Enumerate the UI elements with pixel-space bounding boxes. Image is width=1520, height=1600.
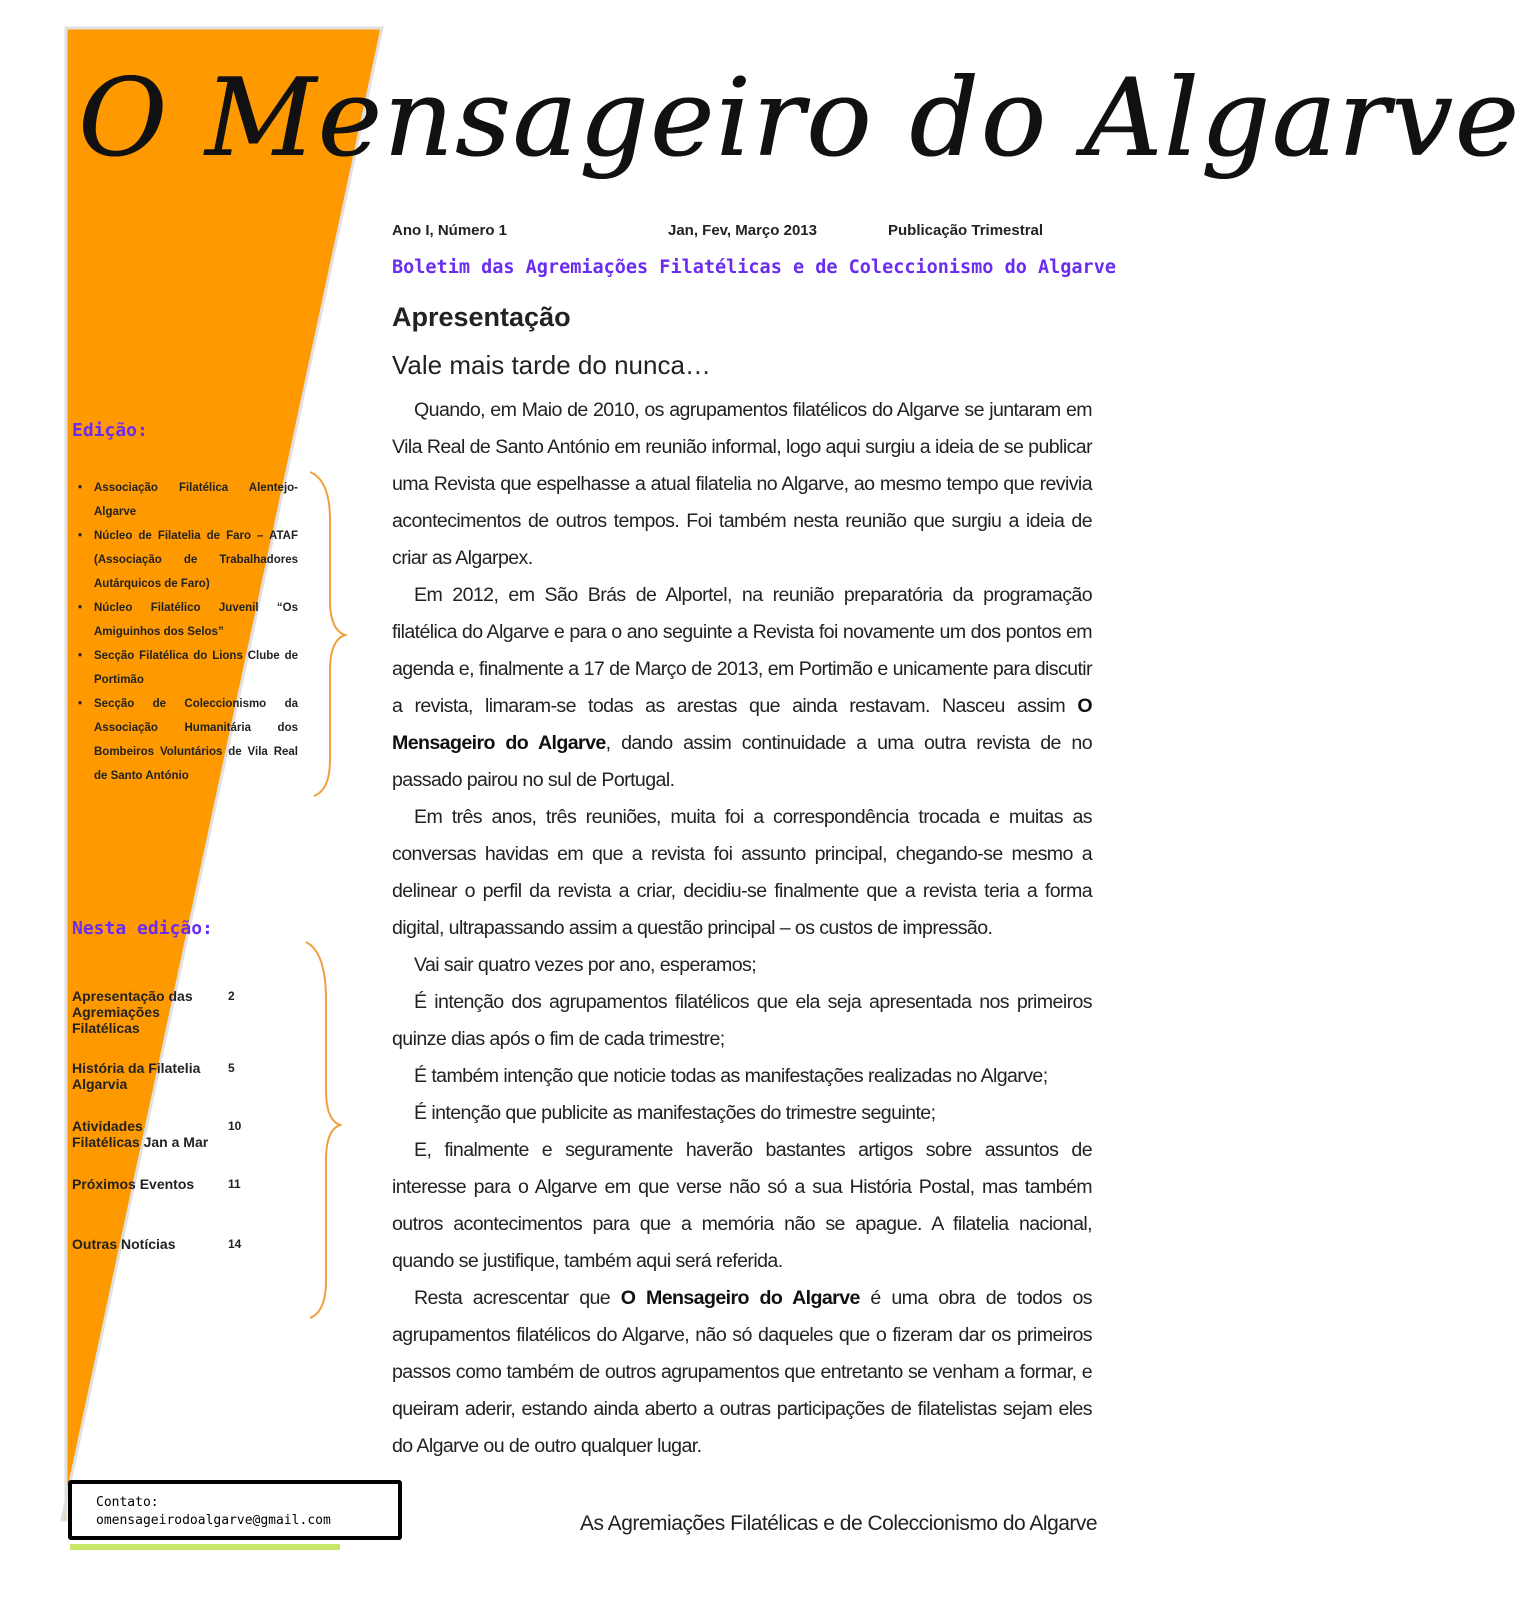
list-item: • Núcleo Filatélico Juvenil “Os Amiguinhos dos Selos” (78, 596, 298, 644)
toc-entry-page: 10 (228, 1119, 242, 1133)
article-text: é uma obra de todos os agrupamentos filatélicos do Algarve, não só daqueles que o fizeram dar os primeiros passos como também de outros agrupamentos que entretanto se venham a formar, e queiram aderir, estando ainda aberto a outras participações de filatelistas sejam eles do Algarve ou de outro qualquer lugar. (392, 1287, 1092, 1457)
publication-frequency: Publicação Trimestral (888, 222, 1044, 239)
article-paragraph: É intenção dos agrupamentos filatélicos que ela seja apresentada nos primeiros quinze dias após o fim de cada trimestre; (392, 991, 1092, 1050)
list-item: • Núcleo de Filatelia de Faro – ATAF (Associação de Trabalhadores Autárquicos de Faro) (78, 524, 298, 596)
toc-entry-page: 14 (228, 1237, 242, 1251)
article-paragraph: Vai sair quatro vezes por ano, esperamos; (414, 954, 757, 976)
article-text: Em 2012, em São Brás de Alportel, na reunião preparatória da programação filatélica do Algarve e para o ano seguinte a Revista foi novamente um dos pontos em agenda e, finalmente a 17 de Março de 2013, em Portimão e unicamente para discutir a revista, limaram-se todas as arestas que ainda restavam. Nasceu assim (392, 584, 1092, 717)
list-item: • Secção Filatélica do Lions Clube de Portimão (78, 644, 298, 692)
article-title: Apresentação (392, 302, 571, 332)
list-item: • Secção de Coleccionismo da Associação Humanitária dos Bombeiros Voluntários de Vila Real de Santo António (78, 692, 298, 788)
toc-brace (306, 942, 340, 1318)
article-paragraph: Quando, em Maio de 2010, os agrupamentos filatélicos do Algarve se juntaram em Vila Real de Santo António em reunião informal, logo aqui surgiu a ideia de se publicar uma Revista que espelhasse a atual filatelia no Algarve, ao mesmo tempo que revivia acontecimentos de outros tempos. Foi também nesta reunião que surgiu a ideia de criar as Algarpex. (392, 399, 1092, 569)
edicao-list (78, 476, 298, 788)
bulletin-subtitle: Boletim das Agremiações Filatélicas e de Coleccionismo do Algarve (392, 257, 1116, 278)
toc-entry-title: História da Filatelia Algarvia (72, 1060, 201, 1092)
issue-date: Jan, Fev, Março 2013 (668, 222, 817, 239)
article-paragraph (392, 1280, 1092, 1465)
toc-heading: Nesta edição: (72, 918, 213, 939)
issue-number: Ano I, Número 1 (392, 222, 508, 239)
contact-email-link[interactable]: omensageirodoalgarve@gmail.com (96, 1513, 331, 1528)
toc-entry[interactable] (72, 988, 262, 1036)
toc-entry-title: Atividades Filatélicas Jan a Mar (72, 1118, 209, 1150)
toc-entry-page: 5 (228, 1061, 235, 1075)
toc-entry[interactable] (72, 1060, 262, 1092)
article-paragraph: É também intenção que noticie todas as manifestações realizadas no Algarve; (414, 1065, 1048, 1087)
toc-entry-page: 11 (228, 1177, 241, 1191)
contact-box (68, 1480, 402, 1540)
footer-accent-line (70, 1544, 340, 1550)
masthead-title: O Mensageiro do Algarve (78, 56, 1520, 181)
article-subtitle: Vale mais tarde do nunca… (392, 350, 711, 380)
toc-entry-title: Próximos Eventos (72, 1176, 195, 1192)
toc-entry-title: Apresentação das Agremiações Filatélicas (72, 988, 193, 1036)
contact-label: Contato: (96, 1495, 159, 1510)
list-item: • Associação Filatélica Alentejo-Algarve (78, 476, 298, 524)
article-body (392, 392, 1092, 1465)
toc-entry-title: Outras Notícias (72, 1236, 176, 1252)
article-text: , dando assim continuidade a uma outra revista de no passado pairou no sul de Portugal. (392, 732, 1092, 791)
article-paragraph: E, finalmente e seguramente haverão bastantes artigos sobre assuntos de interesse para o Algarve em que verse não só a sua História Postal, mas também outros acontecimentos para que a memória não se apague. A filatelia nacional, quando se justifique, também aqui será referida. (392, 1139, 1092, 1272)
toc-entry[interactable] (72, 1176, 262, 1192)
article-text: Resta acrescentar que (414, 1287, 611, 1309)
article-paragraph (392, 577, 1092, 799)
toc-entry[interactable] (72, 1118, 262, 1150)
article-paragraph: É intenção que publicite as manifestações do trimestre seguinte; (414, 1102, 936, 1124)
newsletter-name: O Mensageiro do Algarve (620, 1287, 860, 1309)
edicao-heading: Edição: (72, 420, 148, 441)
article-paragraph: Em três anos, três reuniões, muita foi a correspondência trocada e muitas as conversas havidas em que a revista foi assunto principal, chegando-se mesmo a delinear o perfil da revista a criar, decidiu-se finalmente que a revista teria a forma digital, ultrapassando assim a questão principal – os custos de impressão. (392, 806, 1092, 939)
footer-text: As Agremiações Filatélicas e de Coleccionismo do Algarve (580, 1512, 1098, 1535)
edicao-brace (310, 472, 345, 796)
toc-entry[interactable] (72, 1236, 262, 1252)
newsletter-name: O Mensageiro do Algarve (392, 695, 1092, 754)
toc-entry-page: 2 (228, 989, 235, 1003)
